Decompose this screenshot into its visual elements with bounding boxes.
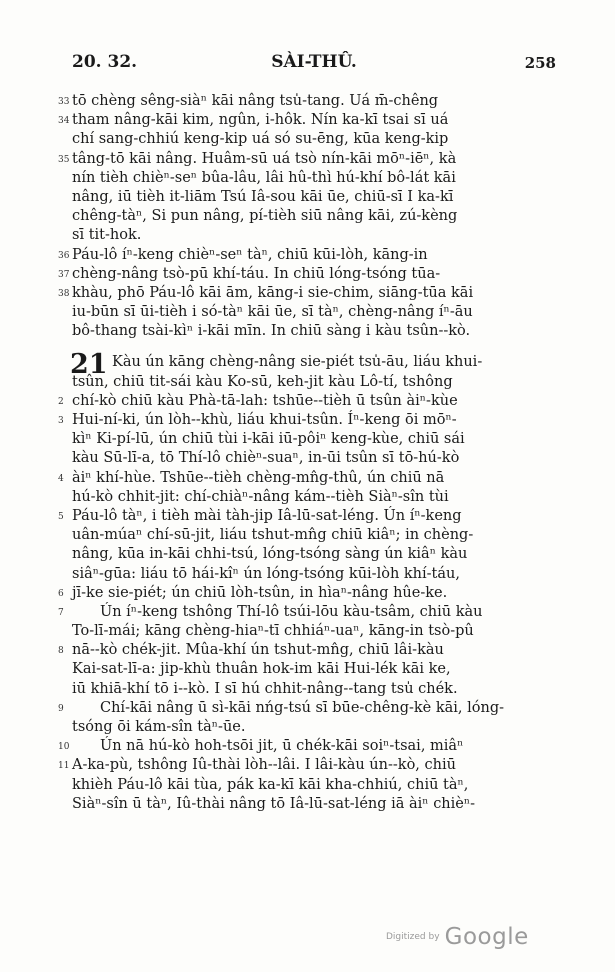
page-body — [58, 92, 556, 814]
line-text: tâng-tō kāi nâng. Huâm-sū uá tsò nín-kāi mōⁿ-iēⁿ, kà — [72, 150, 457, 167]
text-line — [70, 349, 556, 381]
line-text: Hui-ní-ki, ún lòh--khù, liáu khui-tsûn. Íⁿ-keng ōi mōⁿ- — [72, 412, 457, 428]
text-line — [72, 226, 556, 245]
text-line — [72, 207, 556, 226]
verse-number: 3 — [58, 416, 64, 426]
text-line — [72, 373, 556, 392]
text-line — [72, 545, 556, 564]
text-line — [58, 507, 556, 526]
text-line — [72, 488, 556, 507]
text-line — [58, 469, 556, 488]
line-text: chêng-tàⁿ, Si pun nâng, pí-tièh siū nâng kāi, zú-kèng — [72, 208, 458, 225]
text-line — [72, 565, 556, 584]
line-text: hú-kò chhit-jit: chí-chiàⁿ-nâng kám--tièh Siàⁿ-sîn tùi — [72, 488, 449, 505]
text-line — [72, 169, 556, 188]
line-text: tsûn, chiū tit-sái kàu Ko-sū, keh-jit kàu Lô-tí, tshông — [72, 373, 453, 390]
text-line — [72, 776, 556, 795]
line-text: nâng, kūa in-kāi chhi-tsú, lóng-tsóng sàng ún kiâⁿ kàu — [72, 546, 468, 563]
text-line — [58, 150, 556, 169]
text-line — [58, 641, 556, 660]
line-text: nā--kò chék-jit. Mûa-khí ún tshut-mn̂g, chiū lâi-kàu — [72, 642, 444, 659]
chapter-number: 21 — [70, 349, 108, 381]
line-text: sī tit-hok. — [72, 227, 142, 244]
text-line — [58, 411, 556, 430]
text-line — [72, 303, 556, 322]
text-line — [72, 660, 556, 679]
line-text: khàu, phō Páu-lô kāi ām, kāng-i sie-chim, siāng-tūa kāi — [72, 284, 474, 301]
line-text: Siàⁿ-sîn ū tàⁿ, Iû-thài nâng tō Iâ-lū-sat-léng iā àiⁿ chièⁿ- — [72, 795, 476, 812]
running-header — [72, 52, 556, 80]
text-line — [58, 584, 556, 603]
page-number: 258 — [524, 54, 556, 72]
line-text: iu-būn sī ūi-tièh i só-tàⁿ kāi ūe, sī tàⁿ, chèng-nâng íⁿ-āu — [72, 304, 473, 321]
text-line — [72, 130, 556, 149]
digitized-by-label: Digitized by — [386, 932, 440, 942]
line-text: Páu-lô íⁿ-keng chièⁿ-seⁿ tàⁿ, chiū kūi-lòh, kāng-in — [72, 246, 428, 263]
line-text: To-lī-mái; kāng chèng-hiaⁿ-tī chhiáⁿ-uaⁿ, kāng-in tsò-pû — [72, 623, 474, 640]
line-text: Ún nā hú-kò hoh-tsōi jit, ū chék-kāi soiⁿ-tsai, miâⁿ — [100, 738, 464, 755]
text-line — [58, 284, 556, 303]
line-text: Chí-kāi nâng ū sì-kāi nńg-tsú sī būe-chêng-kè kāi, lóng- — [100, 699, 505, 716]
line-text: nâng, iū tièh it-liām Tsú Iâ-sou kāi ūe, chiū-sī I ka-kī — [72, 188, 454, 205]
text-line — [58, 265, 556, 284]
book-title: SÀI-THÛ. — [271, 52, 357, 72]
text-line — [72, 718, 556, 737]
text-line — [58, 92, 556, 111]
text-line — [58, 392, 556, 411]
verse-number: 4 — [58, 473, 64, 484]
verse-number: 36 — [58, 250, 70, 261]
line-text: kìⁿ Ki-pí-lū, ún chiū tùi i-kāi iū-pôiⁿ keng-kùe, chiū sái — [72, 431, 465, 448]
line-text: tō chèng sêng-siàⁿ kāi nâng tsu̍-tang. Uá m̄-chêng — [72, 93, 439, 109]
text-line — [58, 111, 556, 130]
line-text: khièh Páu-lô kāi tùa, pák ka-kī kāi kha-chhiú, chiū tàⁿ, — [72, 776, 469, 793]
line-text: Ún íⁿ-keng tshông Thí-lô tsúi-lōu kàu-tsâm, chiū kàu — [100, 603, 483, 620]
text-line — [58, 737, 556, 756]
text-line — [72, 622, 556, 641]
verse-number: 11 — [58, 761, 70, 772]
line-text: A-ka-pù, tshông Iû-thài lòh--lâi. I lâi-kàu ún--kò, chiū — [72, 757, 456, 774]
verse-number: 35 — [58, 154, 70, 165]
line-text: tham nâng-kāi kim, ngûn, i-hôk. Nín ka-kī tsai sī uá — [72, 112, 449, 129]
line-text: Kai-sat-lī-a: jip-khù thuân hok-im kāi Hui-lék kāi ke, — [72, 661, 451, 678]
verse-number: 8 — [58, 646, 64, 657]
verse-number: 33 — [58, 97, 70, 107]
text-line — [72, 188, 556, 207]
verse-number: 9 — [58, 703, 64, 714]
text-line — [58, 246, 556, 265]
text-line — [58, 756, 556, 775]
verse-number: 37 — [58, 269, 70, 280]
line-text: Kàu ún kāng chèng-nâng sie-piét tsu̍-āu, liáu khui- — [112, 354, 483, 371]
line-text: bô-thang tsài-kìⁿ i-kāi mīn. In chiū sàng i kàu tsûn--kò. — [72, 323, 471, 340]
verse-number: 2 — [58, 396, 64, 407]
verse-number: 38 — [58, 288, 70, 299]
line-text: iū khiā-khí tō i--kò. I sī hú chhit-nâng--tang tsu̍ chék. — [72, 680, 458, 697]
line-text: siâⁿ-gūa: liáu tō hái-kîⁿ ún lóng-tsóng kūi-lòh khí-táu, — [72, 565, 460, 582]
line-text: jī-ke sie-piét; ún chiū lòh-tsûn, in hìaⁿ-nâng hûe-ke. — [72, 584, 448, 601]
text-line — [72, 430, 556, 449]
line-text: nín tièh chièⁿ-seⁿ bûa-lâu, lâi hû-thì hú-khí bô-lát kāi — [72, 169, 456, 186]
verse-number: 7 — [58, 607, 64, 618]
digitized-by-google-watermark — [386, 924, 529, 950]
text-line — [58, 699, 556, 718]
verse-number: 6 — [58, 588, 64, 599]
line-text: uân-múaⁿ chí-sū-jit, liáu tshut-mn̂g chiū kiâⁿ; in chèng- — [72, 527, 474, 544]
text-line — [58, 603, 556, 622]
google-logo: Google — [444, 924, 529, 950]
chapter-gap — [72, 341, 556, 353]
line-text: àiⁿ khí-hùe. Tshūe--tièh chèng-mn̂g-thû, ún chiū nā — [72, 469, 445, 486]
line-text: chí-kò chiū kàu Phà-tā-lah: tshūe--tièh ū tsûn àiⁿ-kùe — [72, 392, 458, 409]
text-line — [72, 449, 556, 468]
text-line — [72, 680, 556, 699]
text-line — [72, 526, 556, 545]
verse-number: 5 — [58, 511, 64, 522]
line-text: chí sang-chhiú keng-kip uá só su-ēng, kūa keng-kip — [72, 131, 449, 148]
verse-number: 34 — [58, 116, 70, 127]
line-text: Páu-lô tàⁿ, i tièh mài tàh-jip Iâ-lū-sat-léng. Ún íⁿ-keng — [72, 507, 462, 524]
verse-number: 10 — [58, 742, 70, 753]
line-text: kàu Sū-lī-a, tō Thí-lô chièⁿ-suaⁿ, in-ūi tsûn sī tō-hú-kò — [72, 450, 460, 467]
text-line — [72, 795, 556, 814]
line-text: tsóng ōi kám-sîn tàⁿ-ūe. — [72, 719, 246, 735]
chapter-verse-range: 20. 32. — [72, 52, 138, 72]
line-text: chèng-nâng tsò-pū khí-táu. In chiū lóng-tsóng tūa- — [72, 265, 441, 282]
text-line — [72, 322, 556, 341]
